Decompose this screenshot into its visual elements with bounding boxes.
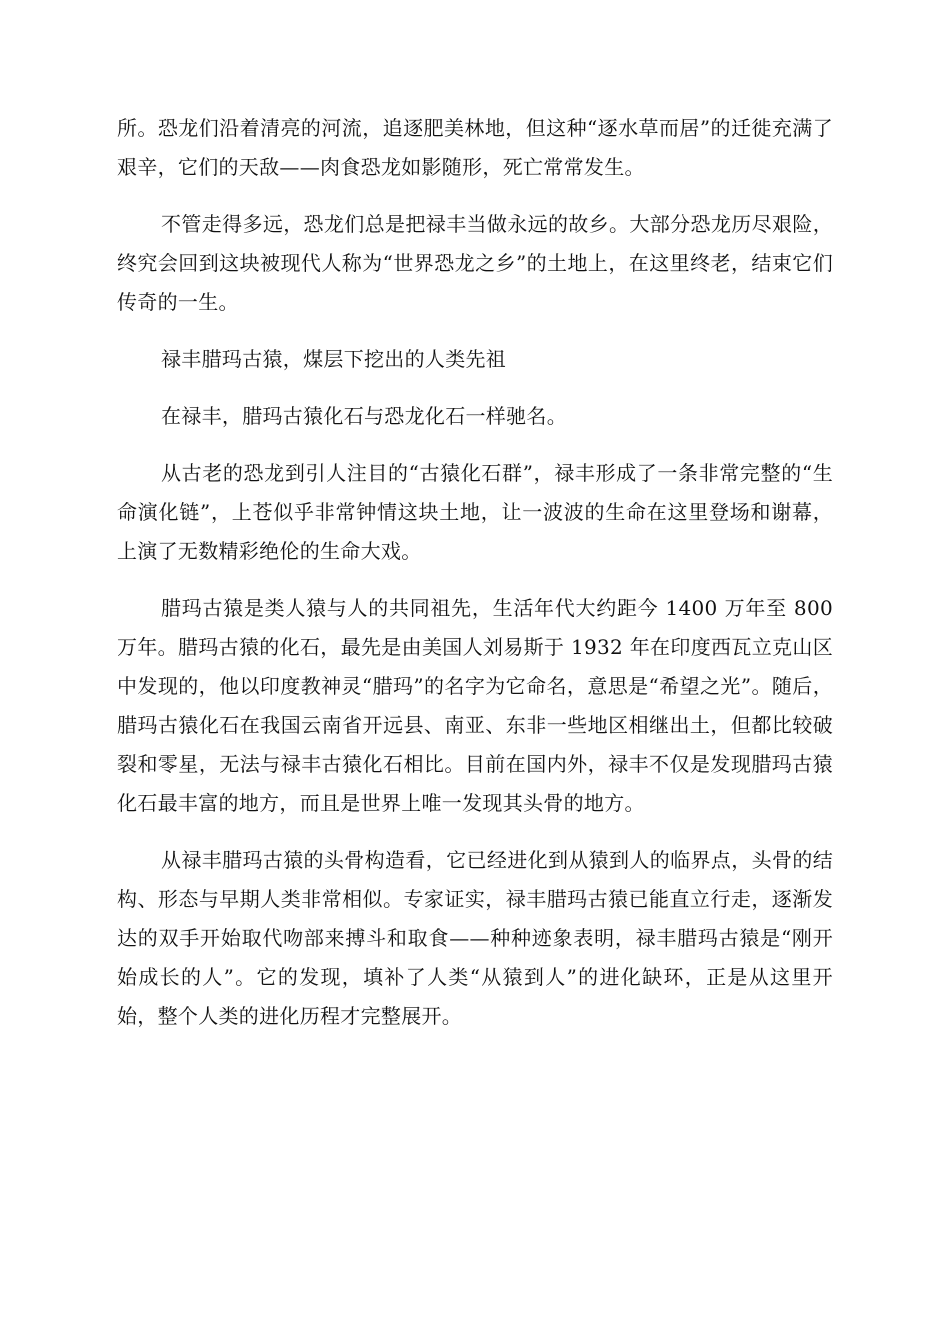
paragraph-continued: 所。恐龙们沿着清亮的河流，追逐肥美林地，但这种“逐水草而居”的迁徙充满了艰辛，它们的天敌——肉食恐龙如影随形，死亡常常发生。 xyxy=(117,116,833,179)
paragraph-fossil-fame: 在禄丰，腊玛古猿化石与恐龙化石一样驰名。 xyxy=(161,404,567,428)
article-body xyxy=(117,109,833,1036)
paragraph-dinosaur-homeland: 不管走得多远，恐龙们总是把禄丰当做永远的故乡。大部分恐龙历尽艰险，终究会回到这块被现代人称为“世界恐龙之乡”的土地上，在这里终老，结束它们传奇的一生。 xyxy=(117,212,833,314)
paragraph-skull-significance: 从禄丰腊玛古猿的头骨构造看，它已经进化到从猿到人的临界点，头骨的结构、形态与早期人类非常相似。专家证实，禄丰腊玛古猿已能直立行走，逐渐发达的双手开始取代吻部来搏斗和取食——种种迹象表明，禄丰腊玛古猿是“刚开始成长的人”。它的发现，填补了人类“从猿到人”的进化缺环，正是从这里开始，整个人类的进化历程才完整展开。 xyxy=(117,848,833,1028)
section-heading: 禄丰腊玛古猿，煤层下挖出的人类先祖 xyxy=(161,347,507,371)
paragraph-ramapithecus-history: 腊玛古猿是类人猿与人的共同祖先，生活年代大约距今 1400 万年至 800 万年。腊玛古猿的化石，最先是由美国人刘易斯于 1932 年在印度西瓦立克山区中发现的，他以印度教神灵“腊玛”的名字为它命名，意思是“希望之光”。随后，腊玛古猿化石在我国云南省开远县、南亚、东非一些地区相继出土，但都比较破裂和零星，无法与禄丰古猿化石相比。目前在国内外，禄丰不仅是发现腊玛古猿化石最丰富的地方，而且是世界上唯一发现其头骨的地方。 xyxy=(117,596,833,815)
paragraph-evolution-chain: 从古老的恐龙到引人注目的“古猿化石群”，禄丰形成了一条非常完整的“生命演化链”，上苍似乎非常钟情这块土地，让一波波的生命在这里登场和谢幕，上演了无数精彩绝伦的生命大戏。 xyxy=(117,461,833,563)
